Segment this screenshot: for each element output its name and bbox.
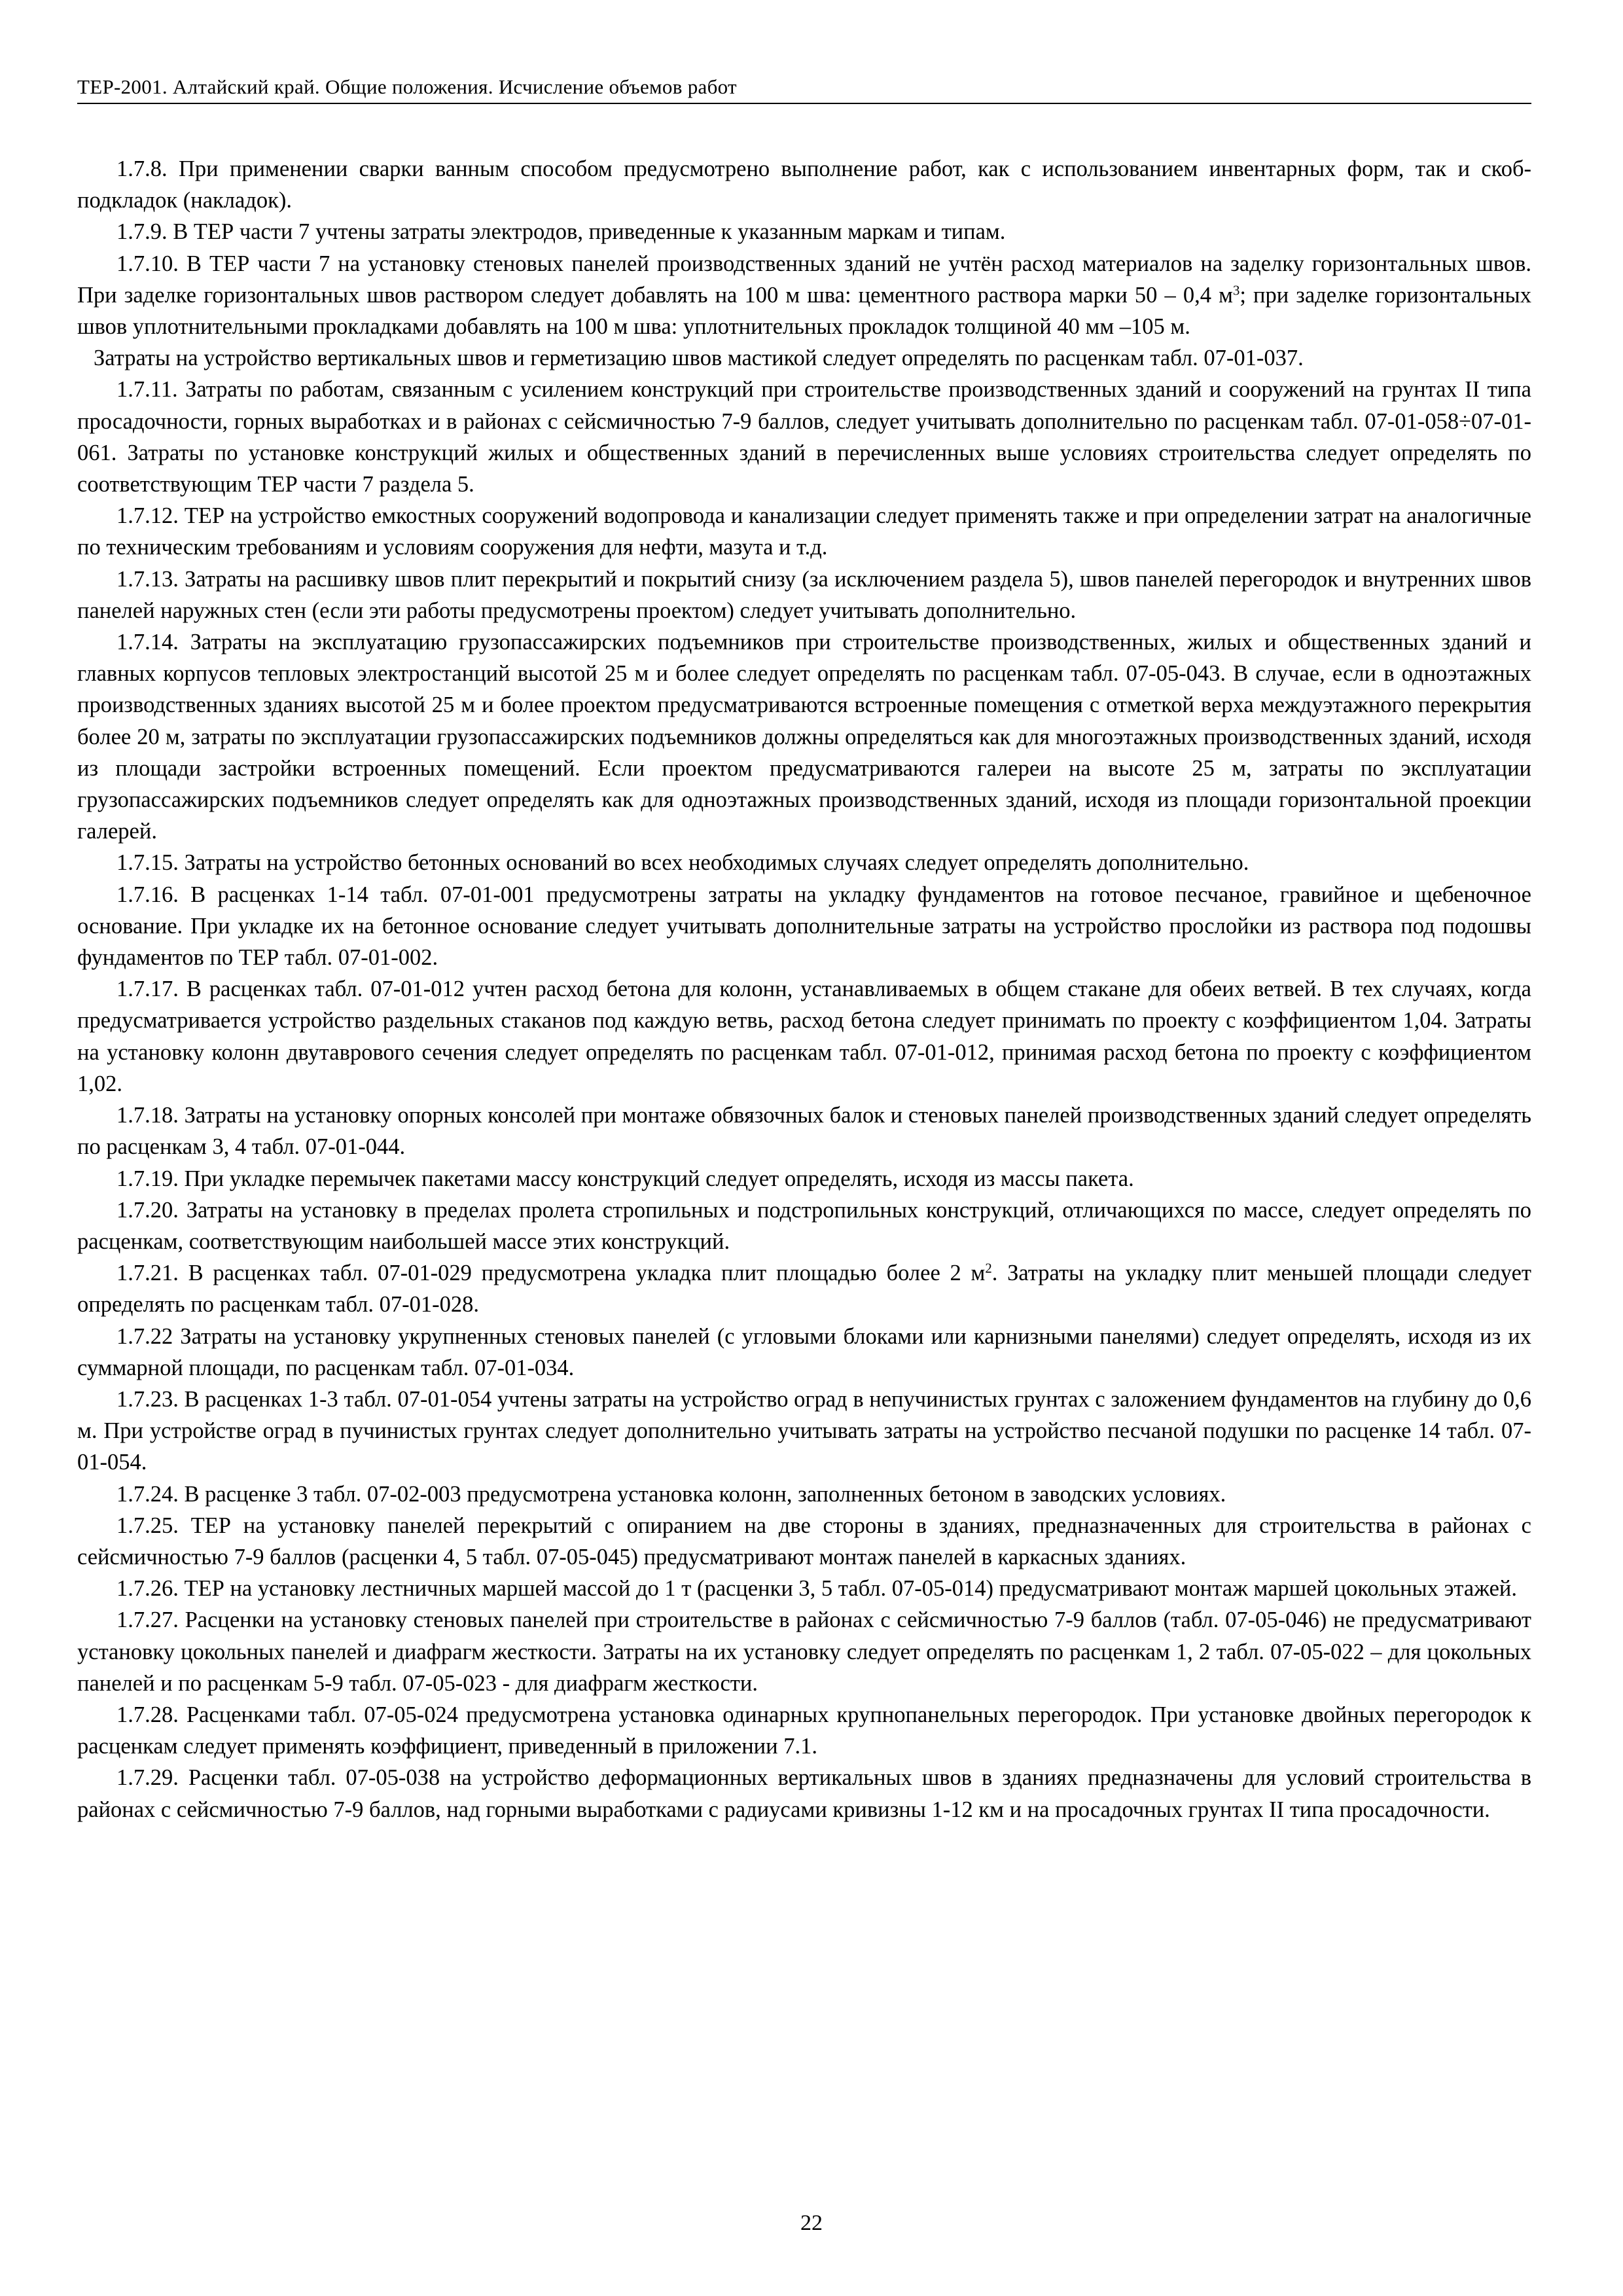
superscript: 3 [1232, 283, 1240, 298]
paragraph-1-7-23: 1.7.23. В расценках 1-3 табл. 07-01-054 учтены затраты на устройство оград в непучинистых грунтах с заложением фундаментов на глубину до 0,6 м. При устройстве оград в пучинистых грунтах следует дополнительно учитывать затраты на устройство песчаной подушки по расценке 14 табл. 07-01-054. [77, 1386, 1531, 1475]
paragraph-1-7-12: 1.7.12. ТЕР на устройство емкостных сооружений водопровода и канализации следует применять также и при определении затрат на аналогичные по техническим требованиям и условиям сооружения для нефти, мазута и т.д. [77, 503, 1531, 560]
paragraph-1-7-18: 1.7.18. Затраты на установку опорных консолей при монтаже обвязочных балок и стеновых панелей производственных зданий следует определять по расценкам 3, 4 табл. 07-01-044. [77, 1103, 1531, 1160]
paragraph-1-7-28: 1.7.28. Расценками табл. 07-05-024 предусмотрена установка одинарных крупнопанельных перегородок. При установке двойных перегородок к расценкам следует применять коэффициент, приведенный в приложении 7.1. [77, 1702, 1531, 1759]
paragraph-1-7-21: 1.7.21. В расценках табл. 07-01-029 предусмотрена укладка плит площадью более 2 $м^2$. Затраты на укладку плит меньшей площади следует определять по расценкам табл. 07-01-028. [77, 1261, 1531, 1318]
superscript: 2 [985, 1261, 992, 1276]
paragraph-1-7-14: 1.7.14. Затраты на эксплуатацию грузопассажирских подъемников при строительстве производственных, жилых и общественных зданий и главных корпусов тепловых электростанций высотой 25 м и более следует определять по расценкам табл. 07-05-043. В случае, если в одноэтажных производственных зданиях высотой 25 м и более проектом предусматриваются встроенные помещения с отметкой верха междуэтажного перекрытия более 20 м, затраты по эксплуатации грузопассажирских подъемников должны определяться как для многоэтажных производственных зданий, исходя из площади застройки встроенных помещений. Если проектом предусматриваются галереи на высоте 25 м, затраты по эксплуатации грузопассажирских подъемников следует определять как для одноэтажных производственных зданий, исходя из площади горизонтальной проекции галерей. [77, 630, 1531, 844]
paragraph-1-7-15: 1.7.15. Затраты на устройство бетонных оснований во всех необходимых случаях следует определять дополнительно. [116, 850, 1249, 876]
paragraph-1-7-10-continued: Затраты на устройство вертикальных швов и герметизацию швов мастикой следует определять по расценкам табл. 07-01-037. [94, 346, 1304, 371]
paragraph-1-7-11: 1.7.11. Затраты по работам, связанным с усилением конструкций при строительстве производственных зданий и сооружений на грунтах II типа просадочности, горных выработках и в районах с сейсмичностью 7-9 баллов, следует учитывать дополнительно по расценкам табл. 07-01-058÷07-01-061. Затраты по установке конструкций жилых и общественных зданий в перечисленных выше условиях строительства следует определять по соответствующим ТЕР части 7 раздела 5. [77, 377, 1531, 497]
paragraph-1-7-25: 1.7.25. ТЕР на установку панелей перекрытий с опиранием на две стороны в зданиях, предназначенных для строительства в районах с сейсмичностью 7-9 баллов (расценки 4, 5 табл. 07-05-045) предусматривают монтаж панелей в каркасных зданиях. [77, 1513, 1531, 1570]
paragraph-1-7-10: 1.7.10. В ТЕР части 7 на установку стеновых панелей производственных зданий не учтён расход материалов на заделку горизонтальных швов. При заделке горизонтальных швов раствором следует добавлять на 100 м шва: цементного раствора марки 50 – 0,4 $м^3$; при заделке горизонтальных швов уплотнительными прокладками добавлять на 100 м шва: уплотнительных прокладок толщиной 40 мм –105 м. [77, 251, 1531, 340]
paragraph-1-7-22: 1.7.22 Затраты на установку укрупненных стеновых панелей (с угловыми блоками или карнизными панелями) следует определять, исходя из их суммарной площади, по расценкам табл. 07-01-034. [77, 1323, 1531, 1380]
paragraph-1-7-20: 1.7.20. Затраты на установку в пределах пролета стропильных и подстропильных конструкций, отличающихся по массе, следует определять по расценкам, соответствующим наибольшей массе этих конструкций. [77, 1197, 1531, 1254]
paragraph-1-7-13: 1.7.13. Затраты на расшивку швов плит перекрытий и покрытий снизу (за исключением раздела 5), швов панелей перегородок и внутренних швов панелей наружных стен (если эти работы предусмотрены проектом) следует учитывать дополнительно. [77, 566, 1531, 623]
page-number: 22 [800, 2211, 823, 2235]
paragraph-1-7-29: 1.7.29. Расценки табл. 07-05-038 на устройство деформационных вертикальных швов в зданиях предназначены для условий строительства в районах с сейсмичностью 7-9 баллов, над горными выработками с радиусами кривизны 1-12 км и на просадочных грунтах II типа просадочности. [77, 1765, 1531, 1822]
paragraph-1-7-27: 1.7.27. Расценки на установку стеновых панелей при строительстве в районах с сейсмичностью 7-9 баллов (табл. 07-05-046) не предусматривают установку цокольных панелей и диафрагм жесткости. Затраты на их установку следует определять по расценкам 1, 2 табл. 07-05-022 – для цокольных панелей и по расценкам 5-9 табл. 07-05-023 - для диафрагм жесткости. [77, 1607, 1531, 1696]
running-header: ТЕР-2001. Алтайский край. Общие положения. Исчисление объемов работ [77, 73, 1531, 104]
paragraph-1-7-8: 1.7.8. При применении сварки ванным способом предусмотрено выполнение работ, как с использованием инвентарных форм, так и скоб-подкладок (накладок). [77, 156, 1531, 213]
paragraph-1-7-9: 1.7.9. В ТЕР части 7 учтены затраты электродов, приведенные к указанным маркам и типам. [116, 219, 1006, 245]
paragraph-1-7-19: 1.7.19. При укладке перемычек пакетами массу конструкций следует определять, исходя из массы пакета. [116, 1166, 1134, 1191]
paragraph-1-7-16: 1.7.16. В расценках 1-14 табл. 07-01-001 предусмотрены затраты на укладку фундаментов на готовое песчаное, гравийное и щебеночное основание. При укладке их на бетонное основание следует учитывать дополнительные затраты на устройство прослойки из раствора под подошвы фундаментов по ТЕР табл. 07-01-002. [77, 882, 1531, 971]
paragraph-1-7-26: 1.7.26. ТЕР на установку лестничных маршей массой до 1 т (расценки 3, 5 табл. 07-05-014) предусматривают монтаж маршей цокольных этажей. [116, 1576, 1518, 1602]
body-text [77, 153, 1531, 1825]
paragraph-1-7-17: 1.7.17. В расценках табл. 07-01-012 учтен расход бетона для колонн, устанавливаемых в общем стакане для обеих ветвей. В тех случаях, когда предусматривается устройство раздельных стаканов под каждую ветвь, расход бетона следует принимать по проекту с коэффициентом 1,04. Затраты на установку колонн двутаврового сечения следует определять по расценкам табл. 07-01-012, принимая расход бетона по проекту с коэффициентом 1,02. [77, 977, 1531, 1096]
paragraph-1-7-24: 1.7.24. В расценке 3 табл. 07-02-003 предусмотрена установка колонн, заполненных бетоном в заводских условиях. [116, 1481, 1226, 1507]
